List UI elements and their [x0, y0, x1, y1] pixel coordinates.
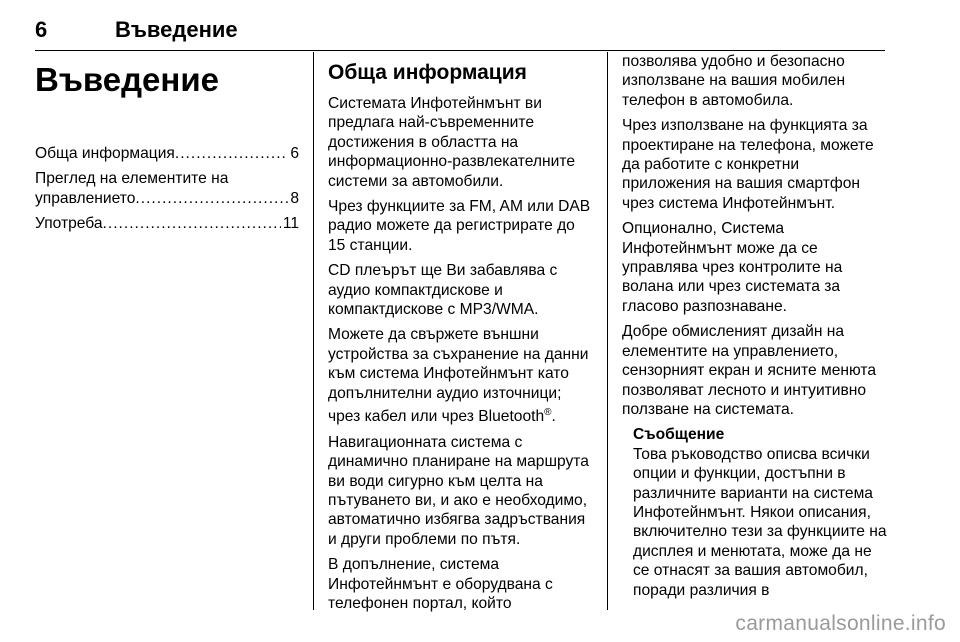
toc-item[interactable] [35, 169, 299, 208]
paragraph-end: . [551, 408, 556, 426]
paragraph: Чрез използване на функцията за проектиране на телефона, можете да работите с конкретни приложения на вашия смартфон чрез система Инфотейнмънт. [622, 117, 874, 212]
toc-leader [175, 144, 288, 163]
toc-title: Въведение [35, 61, 219, 98]
toc-item-label: управлението [35, 189, 136, 207]
toc-item-label: Обща информация [35, 145, 175, 162]
chapter-title: Въведение [115, 17, 238, 42]
paragraph [328, 325, 594, 426]
paragraph: Чрез функциите за FM, AM или DAB радио можете да регистрирате до 15 станции. [328, 198, 591, 254]
toc-item-label: Употреба [35, 215, 103, 233]
note-block [633, 425, 888, 600]
paragraph: CD плеърът ще Ви забавлява с аудио компактдискове и компактдискове с MP3/WMA. [328, 262, 558, 319]
page-number: 6 [35, 17, 48, 42]
toc-item[interactable] [35, 144, 299, 163]
paragraph-text: Можете да свържете външни устройства за съхранение на данни към система Инфотейнмънт като допълнителни аудио източници; чрез кабел или чрез Bluetooth [328, 326, 589, 426]
content-column-1 [328, 52, 594, 619]
paragraph: Системата Инфотейнмънт ви предлага най-съвременните достижения в областта на информационно-развлекателните системи за автомобили. [328, 95, 575, 190]
note-title: Съобщение [633, 426, 725, 444]
page-header [35, 0, 885, 51]
paragraph: В допълнение, система Инфотейнмънт е оборудвана с телефонен портал, който [328, 556, 553, 612]
paragraph: Навигационната система с динамично планиране на маршрута ви води сигурно към целта на пътуването ви, и ако е необходимо, автоматично избягва задръствания и други проблеми по пътя. [328, 433, 589, 548]
content-column-2 [622, 52, 888, 600]
toc-leader [103, 214, 281, 233]
paragraph: Добре обмисленият дизайн на елементите на управлението, сензорният екран и ясните менюта позволяват лесното и интуитивно ползване на системата. [622, 323, 876, 418]
toc-item-label: Преглед на елементите на [35, 170, 229, 188]
paragraph: позволява удобно и безопасно използване на вашия мобилен телефон в автомобила. [622, 53, 846, 109]
registered-mark: ® [544, 407, 552, 419]
section-title: Обща информация [328, 61, 527, 84]
column-divider [313, 52, 314, 610]
note-text: Това ръководство описва всички опции и функции, достъпни в различните варианти на система Инфотейнмънт. Някои описания, включително тези за функциите на дисплея и менютата, може да не се отнасят за вашия автомобил, поради различия в [633, 445, 887, 599]
paragraph: Опционално, Система Инфотейнмънт може да се управлява чрез контролите на волана или чрез системата за гласово разпознаване. [622, 220, 843, 315]
toc-item-page: 6 [290, 145, 299, 162]
watermark: carmanualsonline.info [735, 612, 946, 635]
column-divider [607, 52, 608, 610]
toc-leader [135, 189, 288, 208]
toc-item-page: 8 [290, 189, 299, 207]
toc-item[interactable] [35, 214, 299, 233]
toc-item-page: 11 [282, 215, 299, 233]
toc-column [35, 52, 299, 240]
